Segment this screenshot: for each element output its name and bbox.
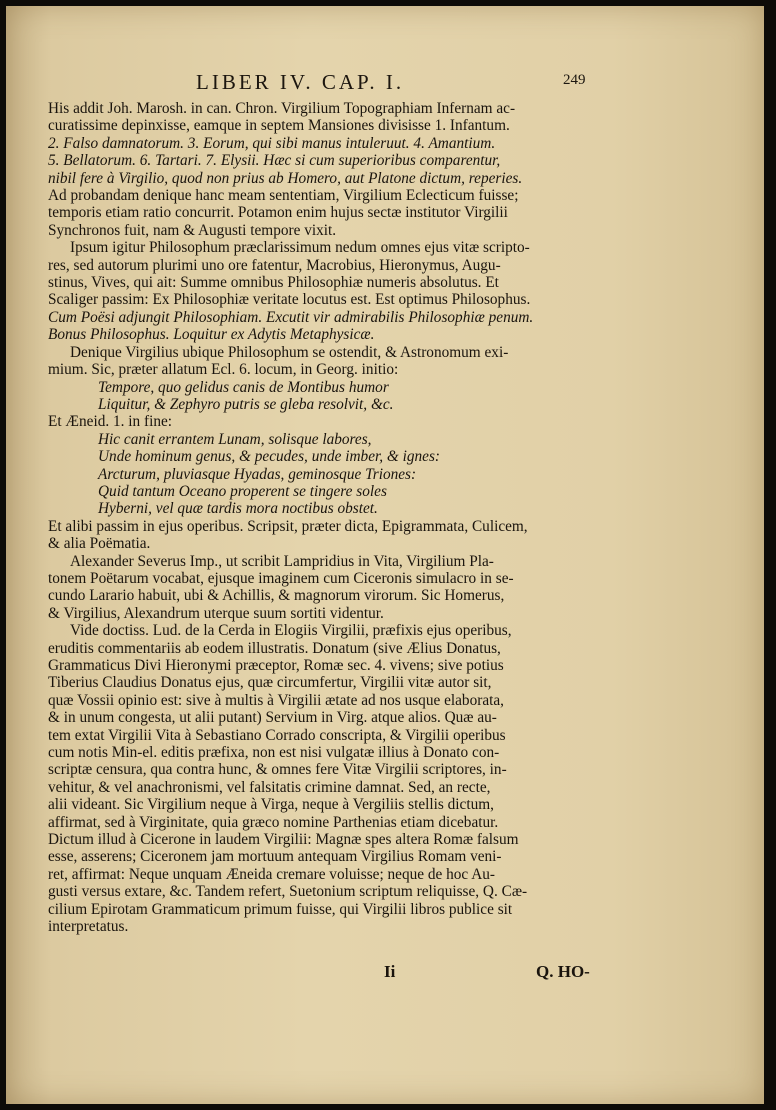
text-line: mium. Sic, præter allatum Ecl. 6. locum, in Georg. initio: (48, 361, 399, 379)
text-line: affirmat, sed à Virginitate, quia græco nomine Parthenias etiam dicebatur. (48, 813, 499, 831)
text-line: & in unum congesta, ut alii putant) Servium in Virg. atque alios. Quæ au- (48, 709, 497, 727)
text-line: vehitur, & vel anachronismi, vel falsitatis crimine damnat. Sed, an recte, (48, 778, 491, 796)
text-line: cundo Larario habuit, ubi & Achillis, & magnorum virorum. Sic Homerus, (48, 587, 505, 605)
text-line: cum notis Min-el. editis præfixa, non est nisi vulgatæ illius à Donato con- (48, 744, 500, 762)
text-line: ret, affirmat: Neque unquam Æneida cremare voluisse; neque de hoc Au- (48, 865, 495, 883)
text-line: Cum Poësi adjungit Philosophiam. Excutit vir admirabilis Philosophiæ penum. (48, 308, 534, 326)
running-head: LIBER IV. CAP. I. (196, 70, 405, 94)
catchword: Q. HO- (536, 962, 590, 981)
text-line: stinus, Vives, qui ait: Summe omnibus Philosophiæ numeris absolutus. Et (48, 274, 499, 292)
text-line: Bonus Philosophus. Loquitur ex Adytis Metaphysicæ. (48, 326, 375, 344)
text-line: Liquitur, & Zephyro putris se gleba resolvit, &c. (98, 395, 394, 413)
text-line: Dictum illud à Cicerone in laudem Virgilii: Magnæ spes altera Romæ falsum (48, 831, 519, 849)
text-line: scriptæ censura, qua contra hunc, & omnes fere Vitæ Virgilii scriptores, in- (48, 761, 507, 779)
text-line: Et alibi passim in ejus operibus. Scripsit, præter dicta, Epigrammata, Culicem, (48, 517, 528, 535)
text-line: Unde hominum genus, & pecudes, unde imber, & ignes: (98, 448, 440, 466)
text-line: Tiberius Claudius Donatus ejus, quæ circumfertur, Virgilii vitæ autor sit, (48, 674, 492, 692)
text-line: Arcturum, pluviasque Hyadas, geminosque Triones: (98, 465, 417, 483)
body-text (48, 100, 616, 936)
book-page (6, 6, 764, 1104)
text-line: Hic canit errantem Lunam, solisque labores, (98, 430, 372, 448)
text-line: alii videant. Sic Virgilium neque à Virga, neque à Vergiliis stellis dictum, (48, 796, 494, 814)
signature-mark: Ii (384, 962, 396, 981)
page-header (6, 70, 764, 100)
text-line: & alia Poëmatia. (48, 535, 151, 553)
text-line: temporis etiam ratio concurrit. Potamon enim hujus sectæ institutor Virgilii (48, 204, 508, 222)
text-line: esse, asserens; Ciceronem jam mortuum antequam Virgilius Romam veni- (48, 848, 502, 866)
text-line: Vide doctiss. Lud. de la Cerda in Elogiis Virgilii, præfixis ejus operibus, (70, 622, 512, 640)
text-line: interpretatus. (48, 918, 129, 936)
text-line: Hyberni, vel quæ tardis mora noctibus obstet. (98, 500, 378, 518)
text-line: 2. Falso damnatorum. 3. Eorum, qui sibi manus intuleruut. 4. Amantium. (48, 134, 496, 152)
text-line: gusti versus extare, &c. Tandem refert, Suetonium scriptum reliquisse, Q. Cæ- (48, 883, 528, 901)
text-line: His addit Joh. Marosh. in can. Chron. Virgilium Topographiam Infernam ac- (48, 100, 516, 117)
text-line: curatissime depinxisse, eamque in septem Mansiones divisisse 1. Infantum. (48, 117, 510, 135)
text-line: eruditis commentariis ab eodem illustratis. Donatum (sive Ælius Donatus, (48, 639, 501, 657)
page-footer (6, 962, 764, 986)
text-line: Synchronos fuit, nam & Augusti tempore vixit. (48, 221, 337, 239)
text-line: Tempore, quo gelidus canis de Montibus humor (98, 378, 389, 396)
text-line: cilium Epirotam Grammaticum primum fuisse, qui Virgilii libros publice sit (48, 900, 513, 918)
text-line: tem extat Virgilii Vita à Sebastiano Corrado conscripta, & Virgilii operibus (48, 726, 506, 744)
text-line: Ipsum igitur Philosophum præclarissimum nedum omnes ejus vitæ scripto- (70, 239, 530, 257)
text-line: nibil fere à Virgilio, quod non prius ab Homero, aut Platone dictum, reperies. (48, 169, 523, 187)
text-line: Grammaticus Divi Hieronymi præceptor, Romæ sec. 4. vivens; sive potius (48, 657, 504, 674)
text-line: Quid tantum Oceano properent se tingere soles (98, 482, 387, 500)
text-line: & Virgilius, Alexandrum uterque suum sortiti videntur. (48, 604, 384, 622)
page-number: 249 (563, 72, 586, 88)
text-line: 5. Bellatorum. 6. Tartari. 7. Elysii. Hæc si cum superioribus comparentur, (48, 152, 501, 170)
text-line: Ad probandam denique hanc meam sententiam, Virgilium Eclecticum fuisse; (48, 187, 519, 205)
text-line: Denique Virgilius ubique Philosophum se ostendit, & Astronomum exi- (70, 343, 509, 361)
text-line: Et Æneid. 1. in fine: (48, 413, 173, 431)
text-line: tonem Poëtarum vocabat, ejusque imaginem cum Ciceronis simulacro in se- (48, 569, 514, 587)
text-line: Alexander Severus Imp., ut scribit Lampridius in Vita, Virgilium Pla- (70, 552, 494, 570)
text-line: quæ Vossii opinio est: sive à multis à Virgilii ætate ad nos usque elaborata, (48, 691, 504, 709)
text-line: res, sed autorum plurimi uno ore fatentur, Macrobius, Hieronymus, Augu- (48, 256, 501, 274)
text-line: Scaliger passim: Ex Philosophiæ veritate locutus est. Est optimus Philosophus. (48, 291, 531, 309)
